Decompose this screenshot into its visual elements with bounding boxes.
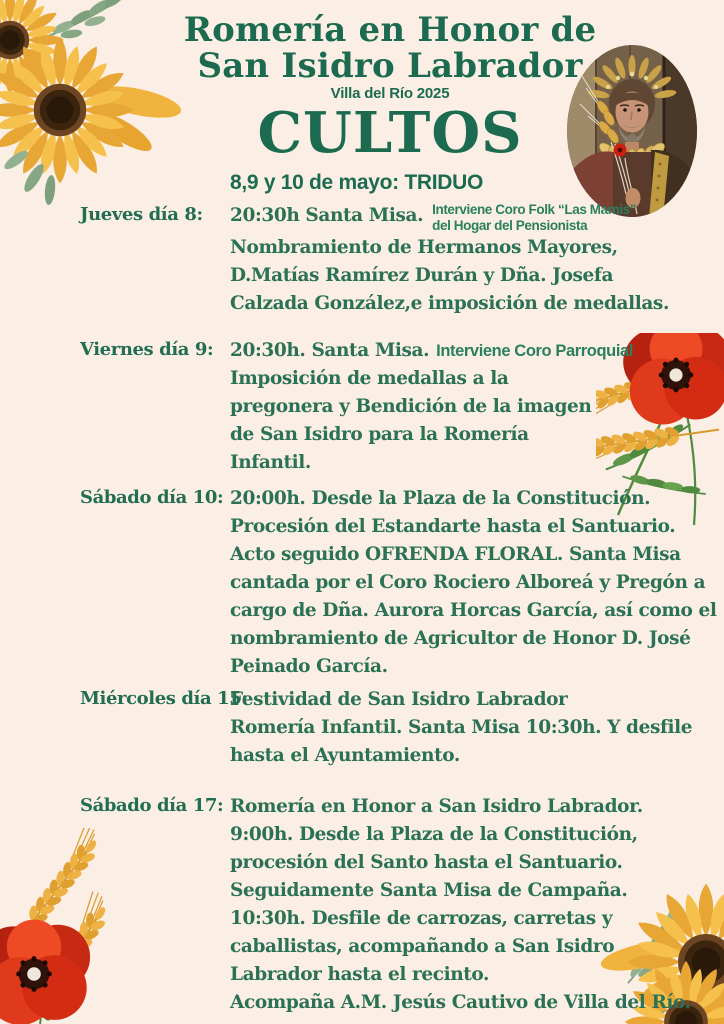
entry-line: Procesión del Estandarte hasta el Santuario.: [230, 516, 676, 537]
day-label: Miércoles día 15:: [80, 688, 248, 709]
entry-note-line: Interviene Coro Folk “Las Mamis”: [432, 202, 637, 217]
entry-line: Calzada González,e imposición de medallas.: [230, 293, 669, 314]
entry-lines: [230, 234, 669, 318]
entry-line: nombramiento de Agricultor de Honor D. José: [230, 628, 691, 649]
day-label: Sábado día 17:: [80, 795, 224, 816]
entry-line: cantada por el Coro Rociero Alboreá y Pregón a: [230, 572, 706, 593]
entry-main-text: 20:30h Santa Misa.: [230, 205, 424, 226]
section-heading-cultos: CULTOS: [257, 100, 523, 166]
entry-main-text: 20:30h. Santa Misa.: [230, 340, 430, 361]
entry-first-line: [230, 485, 716, 513]
entry-first-line: [230, 202, 669, 234]
entry-line: Peinado García.: [230, 656, 388, 677]
entry-line: Acto seguido OFRENDA FLORAL. Santa Misa: [230, 544, 681, 565]
entry-line: Seguidamente Santa Misa de Campaña.: [230, 880, 628, 901]
entry-content: [230, 793, 691, 1017]
entry-note: [436, 337, 633, 365]
entry-first-line: [230, 793, 691, 821]
entry-line: 10:30h. Desfile de carrozas, carretas y: [230, 908, 613, 929]
schedule-entry: [80, 202, 700, 318]
schedule-entry: [80, 485, 717, 681]
page-title-line2: San Isidro Labrador: [197, 46, 583, 86]
entry-line: 9:00h. Desde la Plaza de la Constitución,: [230, 824, 638, 845]
entry-main-text: Romería en Honor a San Isidro Labrador.: [230, 796, 643, 817]
entry-line: de San Isidro para la Romería: [230, 424, 529, 445]
schedule: [80, 202, 717, 1017]
schedule-entry: [80, 793, 700, 1017]
entry-main-text: Festividad de San Isidro Labrador: [230, 689, 568, 710]
entry-line: procesión del Santo hasta el Santuario.: [230, 852, 623, 873]
page-title-line1: Romería en Honor de: [183, 10, 597, 50]
entry-line: Romería Infantil. Santa Misa 10:30h. Y desfile: [230, 717, 693, 738]
entry-line: Infantil.: [230, 452, 311, 473]
entry-lines: [230, 365, 633, 477]
entry-line: Acompaña A.M. Jesús Cautivo de Villa del Río.: [230, 992, 691, 1013]
entry-main-text: 20:00h. Desde la Plaza de la Constitución.: [230, 488, 651, 509]
entry-content: [230, 337, 633, 477]
entry-first-line: [230, 686, 692, 714]
day-label: Viernes día 9:: [80, 339, 214, 360]
entry-line: Nombramiento de Hermanos Mayores,: [230, 237, 618, 258]
entry-lines: [230, 714, 692, 770]
entry-line: Imposición de medallas a la: [230, 368, 509, 389]
day-label: Jueves día 8:: [80, 204, 203, 225]
poster-header: [140, 12, 640, 195]
entry-line: cargo de Dña. Aurora Horcas García, así como el: [230, 600, 717, 621]
entry-line: D.Matías Ramírez Durán y Dña. Josefa: [230, 265, 614, 286]
schedule-entry: [80, 337, 700, 477]
entry-note-line: del Hogar del Pensionista: [432, 218, 588, 233]
entry-line: hasta el Ayuntamiento.: [230, 745, 460, 766]
entry-lines: [230, 513, 716, 681]
subtitle-villa-del-rio: Villa del Río 2025: [330, 85, 450, 102]
entry-content: [230, 485, 716, 681]
schedule-entry: [80, 686, 700, 770]
entry-first-line: [230, 337, 633, 365]
entry-content: [230, 202, 669, 318]
entry-line: Labrador hasta el recinto.: [230, 964, 490, 985]
day-label: Sábado día 10:: [80, 487, 224, 508]
entry-note-line: Interviene Coro Parroquial: [436, 342, 633, 360]
entry-lines: [230, 821, 691, 1017]
triduo-line: 8,9 y 10 de mayo: TRIDUO: [230, 171, 484, 194]
entry-note: [432, 202, 636, 234]
entry-line: pregonera y Bendición de la imagen: [230, 396, 592, 417]
entry-content: [230, 686, 692, 770]
entry-line: caballistas, acompañando a San Isidro: [230, 936, 615, 957]
